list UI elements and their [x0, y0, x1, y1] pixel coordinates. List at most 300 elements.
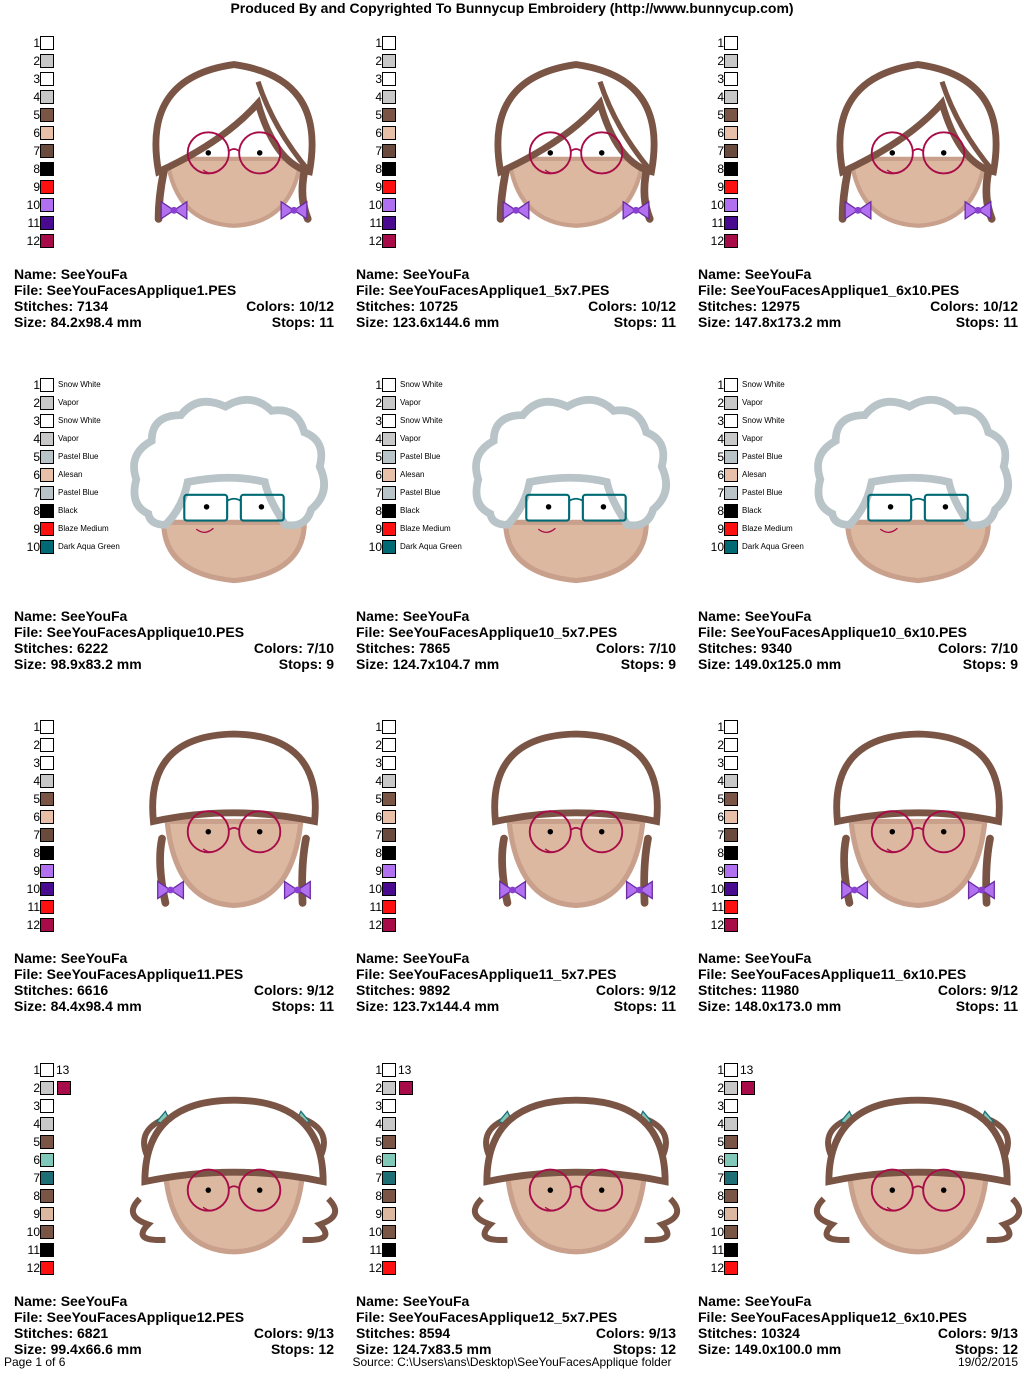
palette-item — [702, 178, 738, 196]
palette-number: 2 — [375, 1081, 382, 1095]
palette-number: 6 — [375, 468, 382, 482]
palette-number: 10 — [368, 540, 382, 554]
hair-curl-left — [133, 1199, 166, 1240]
eye-right — [257, 829, 262, 834]
palette-item — [18, 466, 120, 484]
color-swatch — [724, 1243, 738, 1257]
color-swatch — [724, 216, 738, 230]
color-swatch — [40, 396, 54, 410]
palette-item — [18, 826, 54, 844]
palette-item — [18, 880, 54, 898]
design-card — [356, 1053, 696, 1393]
palette-number: 10 — [26, 882, 40, 896]
hair — [156, 65, 312, 172]
color-swatch — [724, 1261, 738, 1275]
design-size: 84.2x98.4 mm — [50, 314, 142, 330]
design-name: SeeYouFa — [402, 950, 470, 966]
palette-number: 10 — [368, 1225, 382, 1239]
design-card — [14, 368, 354, 708]
palette-number: 3 — [375, 756, 382, 770]
embroidery-design-bangs-hair — [114, 710, 354, 950]
color-name: Vapor — [400, 434, 421, 443]
palette-item — [360, 70, 396, 88]
design-info — [698, 266, 1018, 330]
hair — [495, 734, 658, 821]
color-swatch — [40, 108, 54, 122]
bow-icon — [842, 881, 868, 898]
palette-number: 5 — [717, 1135, 724, 1149]
size-label: Size: — [356, 314, 389, 330]
color-swatch — [724, 396, 738, 410]
palette-item — [702, 1241, 738, 1259]
color-swatch — [382, 846, 396, 860]
stops-label: Stops: — [955, 314, 1000, 330]
color-count: 9/13 — [306, 1325, 334, 1341]
palette-item — [18, 484, 120, 502]
palette-number: 5 — [717, 450, 724, 464]
design-size: 149.0x100.0 mm — [734, 1341, 842, 1357]
eye-right — [257, 1187, 262, 1192]
color-swatch — [382, 108, 396, 122]
color-swatch — [382, 450, 396, 464]
color-swatch — [382, 432, 396, 446]
stitch-count: 7865 — [419, 640, 451, 656]
eye-right — [943, 504, 948, 509]
palette-number: 5 — [375, 450, 382, 464]
palette-number: 9 — [375, 864, 382, 878]
palette-number: 13 — [740, 1063, 754, 1077]
palette-item — [18, 52, 54, 70]
palette-item — [18, 1115, 54, 1133]
color-swatch — [40, 504, 54, 518]
file-name: SeeYouFacesApplique1.PES — [46, 282, 237, 298]
palette-item — [18, 142, 54, 160]
color-swatch — [382, 1207, 396, 1221]
palette-number: 9 — [33, 1207, 40, 1221]
palette-number: 10 — [710, 882, 724, 896]
palette-item — [702, 916, 738, 934]
eye-left — [548, 829, 553, 834]
color-swatch — [724, 1099, 738, 1113]
palette-item — [702, 1169, 738, 1187]
file-label: File: — [14, 282, 43, 298]
hair — [840, 65, 996, 172]
color-swatch — [382, 1135, 396, 1149]
palette-item — [18, 178, 54, 196]
colors-label: Colors: — [253, 640, 303, 656]
color-name: Snow White — [58, 380, 101, 389]
color-swatch — [382, 414, 396, 428]
color-swatch — [40, 198, 54, 212]
palette-number: 7 — [375, 828, 382, 842]
palette-item — [18, 916, 54, 934]
palette-number: 4 — [33, 432, 40, 446]
file-label: File: — [698, 966, 727, 982]
design-card — [356, 710, 696, 1050]
stitch-count: 6616 — [77, 982, 109, 998]
color-name: Alesan — [400, 470, 425, 479]
palette-item — [702, 808, 738, 826]
palette-item — [18, 124, 54, 142]
file-label: File: — [698, 624, 727, 640]
color-swatch — [40, 756, 54, 770]
palette-number: 7 — [33, 828, 40, 842]
palette-item — [18, 844, 54, 862]
palette-number: 12 — [368, 918, 382, 932]
palette-item — [360, 880, 396, 898]
color-swatch — [724, 900, 738, 914]
color-swatch — [382, 1243, 396, 1257]
palette-item — [702, 448, 804, 466]
file-name: SeeYouFacesApplique10.PES — [46, 624, 245, 640]
color-swatch — [382, 774, 396, 788]
file-label: File: — [356, 624, 385, 640]
color-swatch — [724, 144, 738, 158]
eye-right — [599, 150, 604, 155]
hair — [837, 734, 1000, 821]
color-palette — [702, 718, 738, 934]
palette-number: 2 — [717, 738, 724, 752]
palette-item — [360, 844, 396, 862]
name-label: Name: — [698, 266, 741, 282]
color-swatch — [724, 486, 738, 500]
palette-item — [360, 718, 396, 736]
palette-number: 11 — [711, 900, 724, 914]
palette-number: 7 — [33, 144, 40, 158]
color-swatch — [724, 450, 738, 464]
palette-number: 7 — [717, 486, 724, 500]
palette-item — [360, 1097, 396, 1115]
embroidery-design-bob-hair — [114, 26, 354, 266]
file-name: SeeYouFacesApplique1_6x10.PES — [730, 282, 960, 298]
palette-item — [18, 1169, 54, 1187]
palette-number: 3 — [375, 72, 382, 86]
color-name: Snow White — [742, 416, 785, 425]
palette-item — [702, 412, 804, 430]
color-swatch — [382, 900, 396, 914]
color-swatch — [724, 522, 738, 536]
name-label: Name: — [14, 608, 57, 624]
color-name: Pastel Blue — [58, 452, 99, 461]
color-swatch — [724, 792, 738, 806]
palette-number: 8 — [375, 846, 382, 860]
palette-number: 12 — [710, 234, 724, 248]
eye-left — [206, 1187, 211, 1192]
palette-number: 9 — [375, 1207, 382, 1221]
embroidery-design-grandma — [456, 368, 696, 608]
palette-number: 6 — [33, 126, 40, 140]
design-size: 123.7x144.4 mm — [392, 998, 500, 1014]
color-swatch — [40, 1063, 54, 1077]
palette-item — [702, 790, 738, 808]
color-name: Snow White — [58, 416, 101, 425]
stitch-count: 10324 — [761, 1325, 800, 1341]
embroidery-design-bob-hair — [798, 26, 1024, 266]
file-name: SeeYouFacesApplique12_6x10.PES — [730, 1309, 967, 1325]
color-swatch — [399, 1081, 413, 1095]
color-swatch — [724, 1189, 738, 1203]
color-swatch — [382, 54, 396, 68]
palette-item — [18, 412, 120, 430]
colors-label: Colors: — [246, 298, 296, 314]
hair — [153, 734, 316, 821]
eye-left — [888, 504, 893, 509]
design-card — [698, 368, 1024, 708]
color-swatch — [724, 1117, 738, 1131]
color-swatch — [382, 180, 396, 194]
palette-number: 7 — [33, 1171, 40, 1185]
palette-number: 12 — [368, 234, 382, 248]
color-swatch — [724, 828, 738, 842]
design-size: 98.9x83.2 mm — [50, 656, 142, 672]
color-swatch — [40, 72, 54, 86]
palette-number: 5 — [375, 792, 382, 806]
color-swatch — [724, 468, 738, 482]
palette-item — [18, 1241, 54, 1259]
stitch-count: 9340 — [761, 640, 793, 656]
palette-item — [360, 124, 396, 142]
palette-item — [18, 214, 54, 232]
palette-number: 8 — [375, 504, 382, 518]
color-name: Dark Aqua Green — [742, 542, 804, 551]
color-swatch — [382, 720, 396, 734]
palette-item — [360, 214, 396, 232]
color-count: 9/12 — [306, 982, 334, 998]
file-name: SeeYouFacesApplique10_6x10.PES — [730, 624, 967, 640]
curly-hair — [476, 400, 666, 526]
design-card — [14, 710, 354, 1050]
palette-item — [360, 520, 462, 538]
palette-item — [702, 1115, 738, 1133]
palette-number: 12 — [26, 234, 40, 248]
eye-right — [599, 1187, 604, 1192]
stitch-count: 12975 — [761, 298, 800, 314]
color-swatch — [724, 846, 738, 860]
stops-label: Stops: — [278, 656, 323, 672]
palette-item — [18, 1133, 54, 1151]
eye-right — [941, 1187, 946, 1192]
color-count: 7/10 — [648, 640, 676, 656]
palette-item — [360, 1151, 396, 1169]
size-label: Size: — [356, 998, 389, 1014]
color-palette — [360, 34, 396, 250]
file-label: File: — [698, 1309, 727, 1325]
color-name: Pastel Blue — [58, 488, 99, 497]
colors-label: Colors: — [937, 982, 987, 998]
palette-item — [360, 1205, 396, 1223]
hair-curl-left — [475, 1199, 508, 1240]
design-size: 147.8x173.2 mm — [734, 314, 842, 330]
palette-item — [18, 538, 120, 556]
stops-label: Stops: — [955, 998, 1000, 1014]
eye-right — [941, 150, 946, 155]
eye-right — [941, 829, 946, 834]
palette-number: 1 — [375, 720, 382, 734]
design-info — [14, 950, 334, 1014]
palette-item — [360, 1079, 396, 1097]
color-swatch — [382, 882, 396, 896]
palette-item — [702, 376, 804, 394]
palette-item — [360, 412, 462, 430]
bow-icon — [161, 202, 187, 219]
stop-count: 11 — [319, 998, 334, 1014]
color-swatch — [724, 882, 738, 896]
palette-item — [702, 34, 738, 52]
palette-number: 11 — [711, 1243, 724, 1257]
palette-item — [360, 916, 396, 934]
design-card — [14, 1053, 354, 1393]
design-info — [698, 1293, 1018, 1357]
color-count: 7/10 — [990, 640, 1018, 656]
color-swatch — [724, 504, 738, 518]
palette-item — [360, 196, 396, 214]
color-name: Pastel Blue — [742, 488, 783, 497]
stop-count: 9 — [668, 656, 676, 672]
color-count: 10/12 — [982, 298, 1018, 314]
color-swatch — [382, 1117, 396, 1131]
design-size: 99.4x66.6 mm — [50, 1341, 142, 1357]
colors-label: Colors: — [937, 1325, 987, 1341]
color-name: Blaze Medium — [742, 524, 793, 533]
eye-left — [206, 150, 211, 155]
stitches-label: Stitches: — [356, 640, 416, 656]
color-name: Pastel Blue — [400, 452, 441, 461]
palette-number: 8 — [717, 846, 724, 860]
design-name: SeeYouFa — [60, 1293, 128, 1309]
stops-label: Stops: — [613, 314, 658, 330]
glasses-bridge — [229, 149, 239, 151]
palette-number: 1 — [717, 378, 724, 392]
color-swatch — [382, 522, 396, 536]
design-size: 124.7x104.7 mm — [392, 656, 500, 672]
color-name: Alesan — [742, 470, 767, 479]
palette-number: 9 — [717, 180, 724, 194]
color-swatch — [40, 126, 54, 140]
embroidery-design-buns-hair — [114, 1053, 354, 1293]
palette-number: 7 — [717, 828, 724, 842]
palette-item — [702, 1223, 738, 1241]
palette-number: 6 — [375, 1153, 382, 1167]
color-swatch — [382, 126, 396, 140]
color-swatch — [40, 774, 54, 788]
palette-item — [702, 772, 738, 790]
palette-number: 9 — [375, 522, 382, 536]
palette-item — [18, 34, 54, 52]
palette-number: 8 — [717, 504, 724, 518]
design-name: SeeYouFa — [744, 266, 812, 282]
color-swatch — [724, 1081, 738, 1095]
color-swatch — [57, 1081, 71, 1095]
palette-number: 1 — [33, 378, 40, 392]
color-swatch — [724, 72, 738, 86]
palette-number: 8 — [375, 1189, 382, 1203]
eye-right — [257, 150, 262, 155]
stitch-count: 8594 — [419, 1325, 451, 1341]
name-label: Name: — [14, 266, 57, 282]
color-name: Snow White — [400, 416, 443, 425]
palette-item — [702, 430, 804, 448]
color-swatch — [724, 774, 738, 788]
design-size: 84.4x98.4 mm — [50, 998, 142, 1014]
palette-number: 11 — [27, 1243, 40, 1257]
palette-item — [18, 1097, 54, 1115]
design-name: SeeYouFa — [402, 266, 470, 282]
color-swatch — [40, 738, 54, 752]
stitches-label: Stitches: — [356, 298, 416, 314]
file-label: File: — [14, 966, 43, 982]
print-date: 19/02/2015 — [957, 1355, 1018, 1369]
color-swatch — [40, 846, 54, 860]
palette-number: 4 — [375, 90, 382, 104]
color-swatch — [382, 1099, 396, 1113]
face-skin — [506, 522, 647, 580]
color-swatch — [40, 864, 54, 878]
color-swatch — [40, 432, 54, 446]
color-swatch — [40, 414, 54, 428]
color-swatch — [724, 540, 738, 554]
palette-number: 2 — [33, 1081, 40, 1095]
size-label: Size: — [698, 1341, 731, 1357]
palette-number: 11 — [711, 216, 724, 230]
color-swatch — [40, 1261, 54, 1275]
palette-item — [702, 466, 804, 484]
color-name: Snow White — [400, 380, 443, 389]
palette-number: 4 — [33, 1117, 40, 1131]
palette-number: 3 — [33, 72, 40, 86]
color-name: Vapor — [742, 398, 763, 407]
bow-icon — [969, 881, 995, 898]
palette-item — [18, 520, 120, 538]
palette-number: 6 — [717, 810, 724, 824]
palette-item — [702, 196, 738, 214]
colors-label: Colors: — [937, 640, 987, 656]
color-swatch — [382, 198, 396, 212]
palette-item — [18, 790, 54, 808]
color-swatch — [724, 720, 738, 734]
color-swatch — [382, 486, 396, 500]
palette-number: 2 — [717, 396, 724, 410]
palette-item-extra — [398, 1061, 413, 1097]
color-swatch — [40, 1189, 54, 1203]
curly-hair — [134, 400, 324, 526]
palette-number: 1 — [717, 720, 724, 734]
palette-item — [18, 448, 120, 466]
palette-item — [702, 1259, 738, 1277]
color-swatch — [40, 810, 54, 824]
color-name: Pastel Blue — [742, 452, 783, 461]
stitches-label: Stitches: — [356, 982, 416, 998]
palette-item — [18, 1205, 54, 1223]
stops-label: Stops: — [613, 998, 658, 1014]
color-count: 10/12 — [640, 298, 676, 314]
palette-number: 4 — [375, 1117, 382, 1131]
bow-icon — [845, 202, 871, 219]
design-card — [356, 368, 696, 708]
stitches-label: Stitches: — [14, 982, 74, 998]
color-swatch — [40, 378, 54, 392]
palette-item — [360, 502, 462, 520]
palette-item — [702, 880, 738, 898]
size-label: Size: — [14, 1341, 47, 1357]
color-swatch — [724, 108, 738, 122]
color-count: 9/12 — [990, 982, 1018, 998]
file-name: SeeYouFacesApplique10_5x7.PES — [388, 624, 618, 640]
palette-number: 3 — [33, 414, 40, 428]
bow-icon — [281, 202, 307, 219]
color-swatch — [40, 468, 54, 482]
palette-number: 5 — [375, 108, 382, 122]
file-name: SeeYouFacesApplique11.PES — [46, 966, 244, 982]
